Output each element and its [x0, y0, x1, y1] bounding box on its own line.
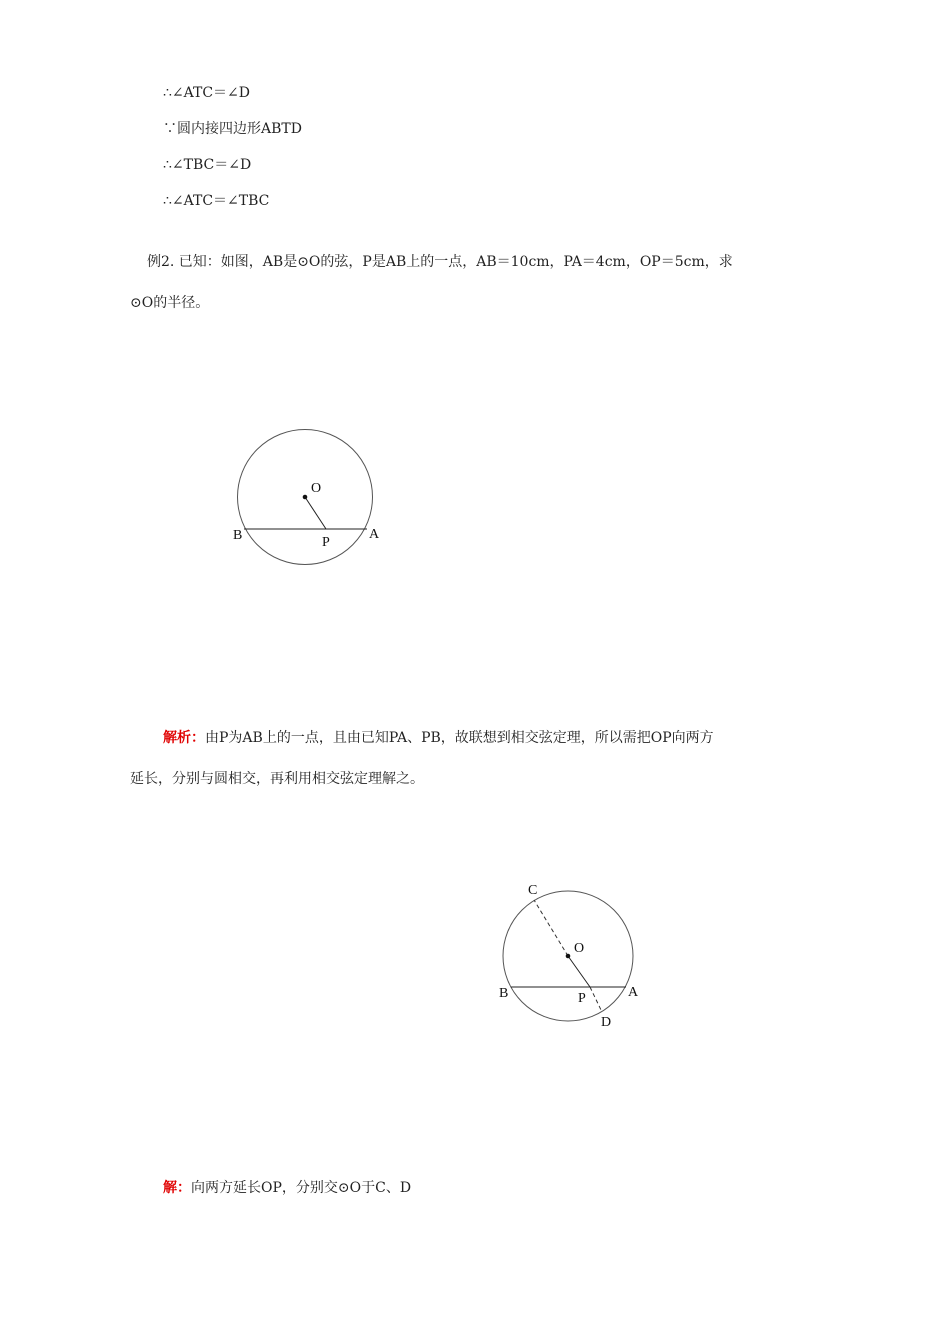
figure-2-segment-op	[568, 956, 590, 987]
figure-1-center-point	[303, 495, 308, 500]
figure-1-label-p: P	[322, 535, 330, 550]
figure-2-extension-pd	[590, 987, 602, 1012]
proof-line-3: ∴∠TBC＝∠D	[163, 157, 252, 173]
example2-line-1: 例2. 已知：如图，AB是⊙O的弦，P是AB上的一点，AB＝10cm，PA＝4cm，OP＝5cm，求	[147, 254, 733, 270]
analysis-line-2: 延长，分别与圆相交，再利用相交弦定理解之。	[130, 771, 424, 787]
solution-label: 解：	[163, 1180, 191, 1196]
figure-2-label-d: D	[601, 1015, 612, 1030]
figure-1-label-o: O	[311, 481, 322, 496]
figure-1-circle	[238, 430, 373, 565]
proof-line-2: ∵圆内接四边形ABTD	[163, 121, 302, 137]
figure-2-label-p: P	[578, 991, 586, 1006]
figure-1-segment-op	[305, 497, 326, 529]
figure-1-label-a: A	[369, 527, 380, 542]
figure-2-label-b: B	[499, 986, 509, 1001]
figure-2-extension-oc	[534, 900, 568, 956]
analysis-line-1	[163, 728, 714, 748]
proof-line-4: ∴∠ATC＝∠TBC	[163, 193, 270, 209]
figure-2-label-c: C	[528, 883, 538, 898]
figure-1-label-b: B	[233, 528, 243, 543]
analysis-text-1: 由P为AB上的一点，且由已知PA、PB，故联想到相交弦定理，所以需把OP向两方	[205, 730, 714, 746]
figure-2-center-point	[566, 954, 571, 959]
figure-2-label-o: O	[574, 941, 585, 956]
analysis-label: 解析：	[163, 730, 205, 746]
example2-line-2: ⊙O的半径。	[130, 295, 210, 311]
solution-text: 向两方延长OP，分别交⊙O于C、D	[191, 1180, 412, 1196]
proof-line-1: ∴∠ATC＝∠D	[163, 85, 250, 101]
solution-line	[163, 1178, 411, 1198]
figure-2-circle	[503, 891, 633, 1021]
figure-2-label-a: A	[628, 985, 639, 1000]
